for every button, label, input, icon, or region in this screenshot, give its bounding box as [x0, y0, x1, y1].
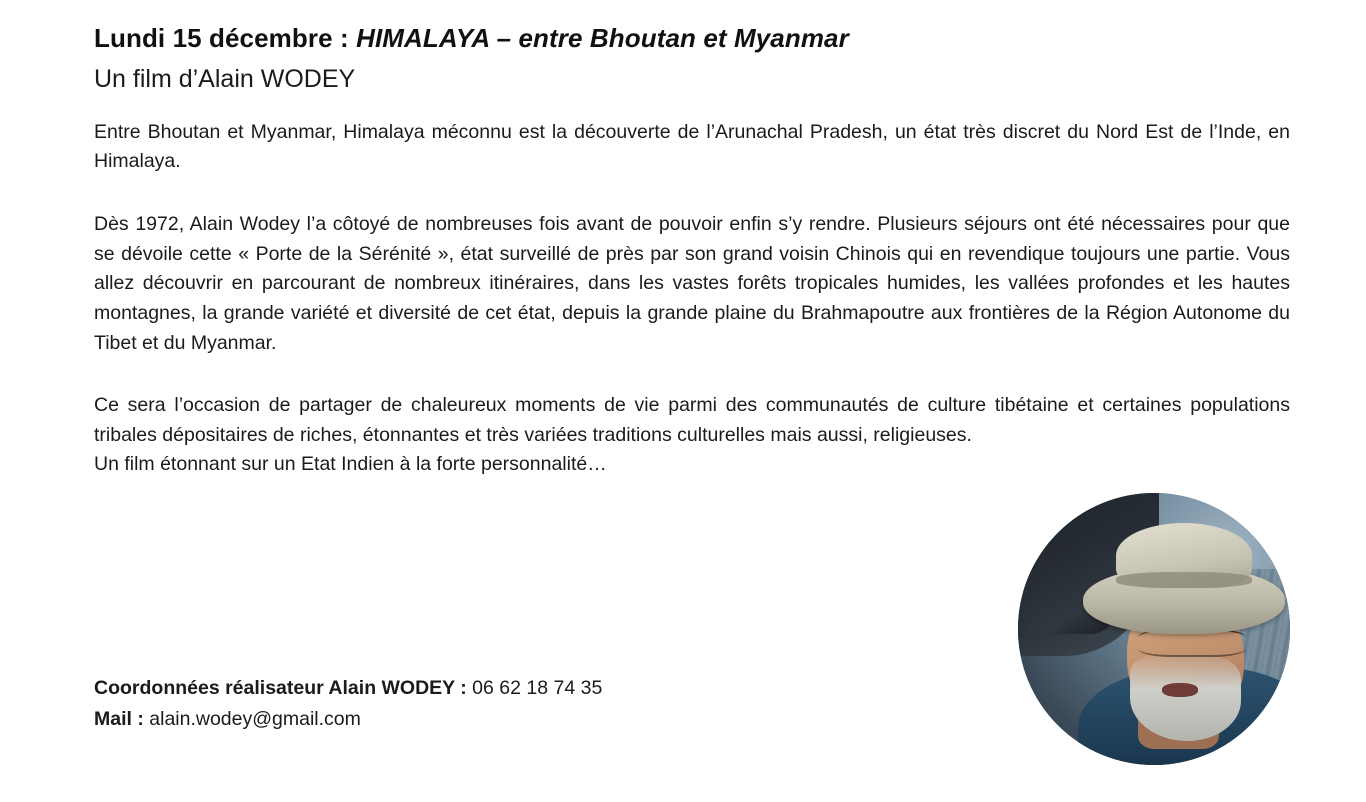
photo-hat-band — [1116, 572, 1252, 588]
contact-phone-row — [94, 673, 602, 704]
page-subtitle: Un film d’Alain WODEY — [94, 65, 356, 94]
paragraph-3: Ce sera l’occasion de partager de chaleureux moments de vie parmi des communautés de culture tibétaine et certaines populations tribales dépositaires de riches, étonnantes et très variées traditions culturelles mais aussi, religieuses. — [94, 394, 1290, 446]
paragraph-2: Dès 1972, Alain Wodey l’a côtoyé de nombreuses fois avant de pouvoir enfin s’y rendre. Plusieurs séjours ont été nécessaires pour que se dévoile cette « Porte de la Sérénité », état surveillé de près par son grand voisin Chinois qui en revendique toujours une partie. Vous allez découvrir en parcourant de nombreux itinéraires, dans les vastes forêts tropicales humides, les vallées profondes et les hautes montagnes, la grande variété et diversité de cet état, depuis la grande plaine du Brahmapoutre aux frontières de la Région Autonome du Tibet et du Myanmar. — [94, 213, 1290, 354]
contact-mail-row — [94, 704, 602, 735]
contact-label: Coordonnées réalisateur Alain WODEY : — [94, 677, 467, 699]
title-prefix: Lundi 15 décembre : — [94, 23, 357, 53]
contact-mail-label: Mail : — [94, 707, 144, 730]
closing-line: Un film étonnant sur un Etat Indien à la forte personnalité… — [94, 453, 607, 476]
photo-mouth — [1162, 683, 1197, 697]
contact-block — [94, 673, 602, 735]
photo-beard — [1130, 656, 1242, 740]
contact-mail-value: alain.wodey@gmail.com — [143, 707, 361, 730]
page-title — [94, 18, 1290, 58]
contact-phone: 06 62 18 74 35 — [466, 677, 603, 699]
portrait-photo — [1018, 493, 1290, 765]
paragraph-1: Entre Bhoutan et Myanmar, Himalaya méconnu est la découverte de l’Arunachal Pradesh, un état très discret du Nord Est de l’Inde, en Himalaya. — [94, 120, 1290, 173]
title-emphasis: HIMALAYA – entre Bhoutan et Myanmar — [356, 23, 849, 53]
